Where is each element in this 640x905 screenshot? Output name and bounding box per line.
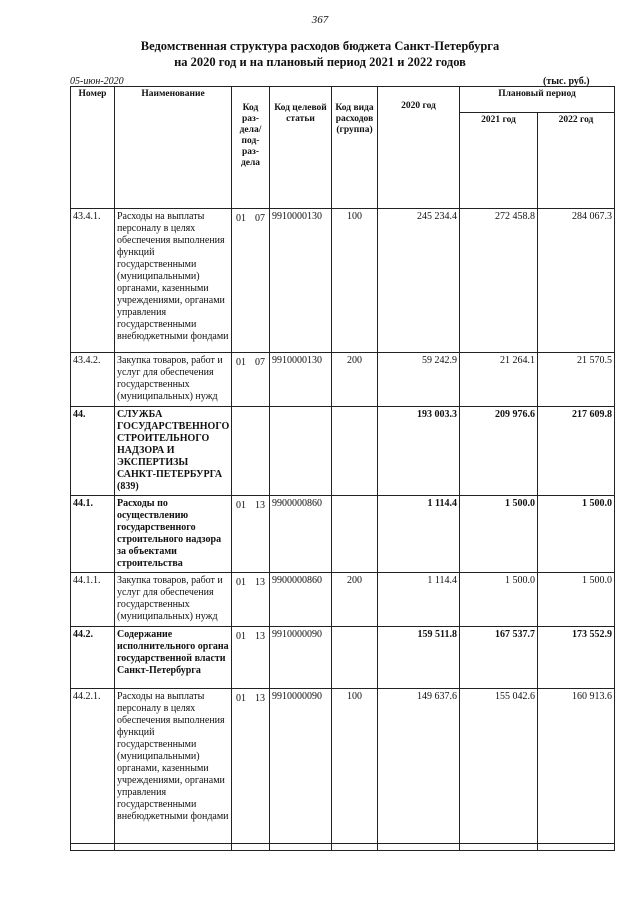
row-value-2020: 193 003.3 bbox=[378, 407, 460, 496]
row-value-2021: 272 458.8 bbox=[460, 209, 538, 353]
row-target-code: 9900000860 bbox=[270, 573, 332, 627]
units-label: (тыс. руб.) bbox=[543, 76, 590, 87]
row-target-code: 9910000090 bbox=[270, 627, 332, 689]
header-2022: 2022 год bbox=[538, 113, 615, 209]
row-number: 44. bbox=[71, 407, 115, 496]
row-subsection-code: 13 bbox=[255, 500, 265, 511]
row-number: 43.4.2. bbox=[71, 353, 115, 407]
row-expense-type bbox=[332, 627, 378, 689]
header-target: Код целевой статьи bbox=[270, 87, 332, 209]
budget-table bbox=[70, 86, 615, 851]
row-section-code: 01 bbox=[236, 357, 246, 368]
row-section bbox=[232, 209, 270, 353]
page-number: 367 bbox=[311, 14, 329, 26]
row-value-2022: 1 500.0 bbox=[538, 496, 615, 573]
row-section bbox=[232, 407, 270, 496]
header-number: Номер bbox=[71, 87, 115, 209]
row-name: Расходы по осуществлению государственного строительного надзора за объектами строительства bbox=[115, 496, 232, 573]
row-value-2022: 217 609.8 bbox=[538, 407, 615, 496]
row-name: СЛУЖБА ГОСУДАРСТВЕННОГО СТРОИТЕЛЬНОГО НАДЗОРА И ЭКСПЕРТИЗЫ САНКТ-ПЕТЕРБУРГА (839) bbox=[115, 407, 232, 496]
row-value-2022: 160 913.6 bbox=[538, 689, 615, 851]
row-expense-type: 100 bbox=[332, 209, 378, 353]
row-expense-type: 100 bbox=[332, 689, 378, 851]
row-section-code: 01 bbox=[236, 693, 246, 704]
document-date: 05-июн-2020 bbox=[70, 76, 124, 87]
row-subsection-code: 07 bbox=[255, 213, 265, 224]
row-section-code: 01 bbox=[236, 213, 246, 224]
row-target-code: 9910000130 bbox=[270, 353, 332, 407]
table-bottom-border bbox=[70, 843, 614, 844]
row-subsection-code: 07 bbox=[255, 357, 265, 368]
row-value-2021: 1 500.0 bbox=[460, 496, 538, 573]
row-value-2021: 1 500.0 bbox=[460, 573, 538, 627]
table-row bbox=[71, 689, 615, 851]
row-name: Расходы на выплаты персоналу в целях обеспечения выполнения функций государственными (муниципальными) органами, казенными учреждениями, органами управления государственными внебюджетными фондами bbox=[115, 209, 232, 353]
row-number: 44.2. bbox=[71, 627, 115, 689]
row-value-2020: 59 242.9 bbox=[378, 353, 460, 407]
document-title bbox=[0, 38, 640, 70]
header-2021: 2021 год bbox=[460, 113, 538, 209]
header-section: Код раз- дела/ под- раз- дела bbox=[232, 87, 270, 209]
row-value-2020: 159 511.8 bbox=[378, 627, 460, 689]
row-subsection-code: 13 bbox=[255, 693, 265, 704]
row-expense-type: 200 bbox=[332, 573, 378, 627]
row-target-code: 9910000090 bbox=[270, 689, 332, 851]
table-row bbox=[71, 496, 615, 573]
row-section bbox=[232, 689, 270, 851]
table-row bbox=[71, 627, 615, 689]
header-2020: 2020 год bbox=[378, 87, 460, 209]
row-target-code: 9910000130 bbox=[270, 209, 332, 353]
row-value-2022: 284 067.3 bbox=[538, 209, 615, 353]
row-expense-type: 200 bbox=[332, 353, 378, 407]
title-line-1: Ведомственная структура расходов бюджета Санкт-Петербурга bbox=[140, 39, 500, 53]
row-value-2021: 21 264.1 bbox=[460, 353, 538, 407]
row-section bbox=[232, 573, 270, 627]
row-section bbox=[232, 496, 270, 573]
row-expense-type bbox=[332, 496, 378, 573]
table-row bbox=[71, 407, 615, 496]
row-number: 44.1.1. bbox=[71, 573, 115, 627]
row-value-2022: 1 500.0 bbox=[538, 573, 615, 627]
row-expense-type bbox=[332, 407, 378, 496]
header-planned-period: Плановый период bbox=[460, 87, 615, 113]
row-value-2020: 149 637.6 bbox=[378, 689, 460, 851]
row-subsection-code: 13 bbox=[255, 577, 265, 588]
row-section-code: 01 bbox=[236, 500, 246, 511]
row-section bbox=[232, 353, 270, 407]
row-number: 44.1. bbox=[71, 496, 115, 573]
table-row bbox=[71, 573, 615, 627]
row-number: 43.4.1. bbox=[71, 209, 115, 353]
row-value-2020: 1 114.4 bbox=[378, 496, 460, 573]
row-subsection-code: 13 bbox=[255, 631, 265, 642]
row-name: Закупка товаров, работ и услуг для обеспечения государственных (муниципальных) нужд bbox=[115, 353, 232, 407]
row-name: Содержание исполнительного органа государственной власти Санкт-Петербурга bbox=[115, 627, 232, 689]
row-name: Закупка товаров, работ и услуг для обеспечения государственных (муниципальных) нужд bbox=[115, 573, 232, 627]
row-section bbox=[232, 627, 270, 689]
row-value-2020: 1 114.4 bbox=[378, 573, 460, 627]
table-row bbox=[71, 353, 615, 407]
row-value-2020: 245 234.4 bbox=[378, 209, 460, 353]
row-value-2022: 173 552.9 bbox=[538, 627, 615, 689]
row-value-2022: 21 570.5 bbox=[538, 353, 615, 407]
row-section-code: 01 bbox=[236, 577, 246, 588]
row-number: 44.2.1. bbox=[71, 689, 115, 851]
row-target-code bbox=[270, 407, 332, 496]
row-value-2021: 167 537.7 bbox=[460, 627, 538, 689]
row-value-2021: 155 042.6 bbox=[460, 689, 538, 851]
row-section-code: 01 bbox=[236, 631, 246, 642]
row-value-2021: 209 976.6 bbox=[460, 407, 538, 496]
header-name: Наименование bbox=[115, 87, 232, 209]
table-row bbox=[71, 209, 615, 353]
row-name: Расходы на выплаты персоналу в целях обеспечения выполнения функций государственными (муниципальными) органами, казенными учреждениями, органами управления государственными внебюджетными фондами bbox=[115, 689, 232, 851]
title-line-2: на 2020 год и на плановый период 2021 и 2022 годов bbox=[174, 55, 466, 69]
row-target-code: 9900000860 bbox=[270, 496, 332, 573]
header-expense-type: Код вида расходов (группа) bbox=[332, 87, 378, 209]
